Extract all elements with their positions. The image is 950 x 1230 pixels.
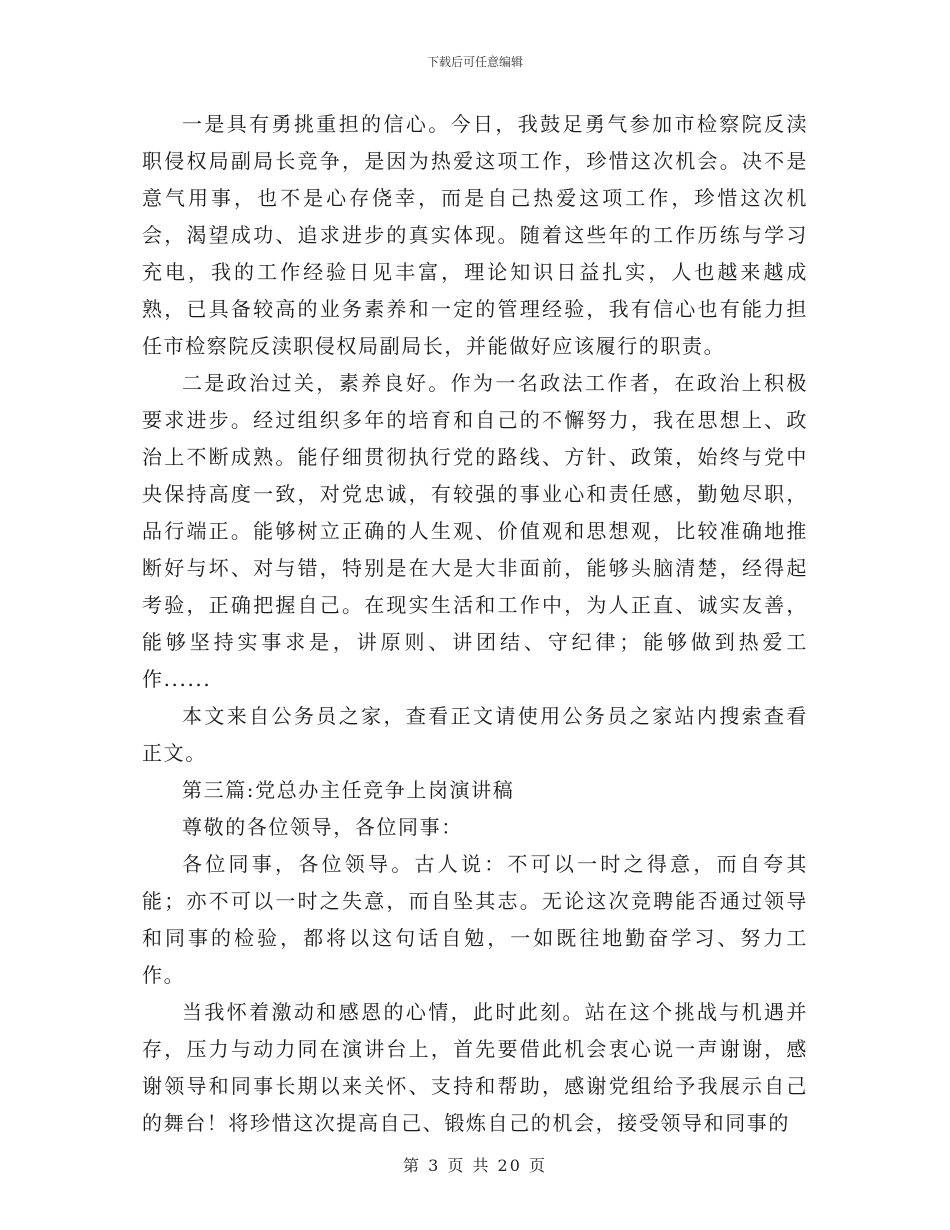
paragraph-3: 本文来自公务员之家，查看正文请使用公务员之家站内搜索查看正文。: [142, 704, 808, 765]
paragraph-1: 一是具有勇挑重担的信心。今日，我鼓足勇气参加市检察院反渎职侵权局副局长竞争，是因为热爱这项工作，珍惜这次机会。决不是意气用事，也不是心存侥幸，而是自己热爱这项工作，珍惜这次机会，渴望成功、追求进步的真实体现。随着这些年的工作历练与学习充电，我的工作经验日见丰富，理论知识日益扎实，人也越来越成熟，已具备较高的业务素养和一定的管理经验，我有信心也有能力担任市检察院反渎职侵权局副局长，并能做好应该履行的职责。: [142, 112, 808, 358]
section-title: 第三篇:党总办主任竞争上岗演讲稿: [182, 778, 515, 802]
page-number: 第 3 页 共 20 页: [403, 1156, 547, 1175]
salutation: 尊敬的各位领导，各位同事：: [182, 815, 463, 839]
paragraph-6: 各位同事，各位领导。古人说：不可以一时之得意，而自夸其能；亦不可以一时之失意，而自坠其志。无论这次竞聘能否通过领导和同事的检验，都将以这句话自勉，一如既往地勤奋学习、努力工作。: [142, 852, 808, 987]
document-body: [142, 106, 808, 1142]
paragraph-2: 二是政治过关，素养良好。作为一名政法工作者，在政治上积极要求进步。经过组织多年的培育和自己的不懈努力，我在思想上、政治上不断成熟。能仔细贯彻执行党的路线、方针、政策，始终与党中央保持高度一致，对党忠诚，有较强的事业心和责任感，勤勉尽职，品行端正。能够树立正确的人生观、价值观和思想观，比较准确地推断好与坏、对与错，特别是在大是大非面前，能够头脑清楚，经得起考验，正确把握自己。在现实生活和工作中，为人正直、诚实友善，能够坚持实事求是，讲原则、讲团结、守纪律；能够做到热爱工作......: [142, 371, 808, 691]
page-header: 下载后可任意编辑: [426, 55, 523, 69]
paragraph-7: 当我怀着激动和感恩的心情，此时此刻。站在这个挑战与机遇并存，压力与动力同在演讲台上，首先要借此机会衷心说一声谢谢，感谢领导和同事长期以来关怀、支持和帮助，感谢党组给予我展示自己的舞台！将珍惜这次提高自己、锻炼自己的机会，接受领导和同事的: [142, 1000, 808, 1135]
